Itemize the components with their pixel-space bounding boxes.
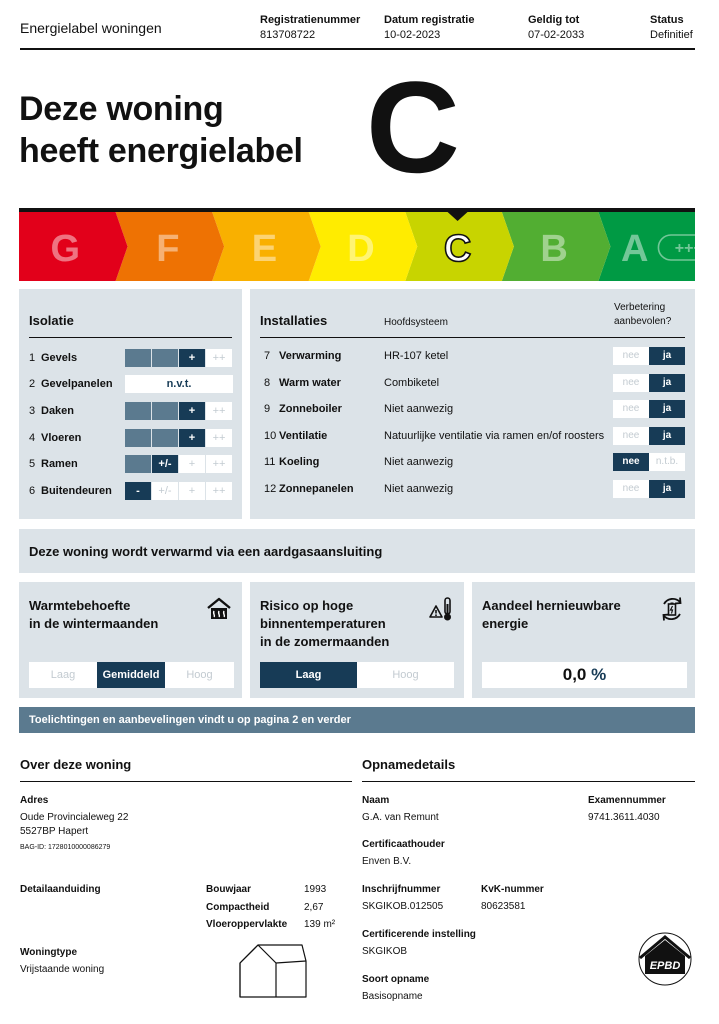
isolatie-row-number: 6	[29, 485, 36, 497]
isolatie-rating-cell: ++	[206, 402, 232, 420]
label-letter-f: F	[156, 228, 180, 270]
risico-title	[260, 597, 389, 651]
isolatie-rating-cell	[125, 429, 151, 447]
inschrijfnummer-block	[362, 883, 443, 914]
verbetering-ja: ja	[649, 427, 685, 445]
verbetering-nee: nee	[613, 480, 649, 498]
hernieuwbaar-value: 0,0	[562, 665, 587, 684]
inschrijfnummer-label: Inschrijfnummer	[362, 884, 441, 895]
hernieuwbaar-title-line-2: energie	[482, 616, 529, 631]
installatie-row	[260, 347, 685, 365]
warmte-option-hoog: Hoog	[165, 662, 234, 688]
vloeroppervlakte-label: Vloeroppervlakte	[206, 919, 288, 930]
installatie-row	[260, 453, 685, 471]
examennummer-block	[588, 794, 666, 825]
verbetering-nee: nee	[613, 374, 649, 392]
hernieuwbaar-title	[482, 597, 621, 633]
isolatie-panel	[19, 289, 242, 519]
kvk-value: 80623581	[481, 901, 526, 912]
label-letter-a: A	[620, 228, 649, 270]
warmtebehoefte-scale	[29, 662, 234, 688]
woningtype-block	[20, 946, 104, 977]
isolatie-rating-cell: +	[179, 455, 205, 473]
installatie-row-name: Warm water	[279, 377, 341, 389]
status-label: Status	[650, 14, 684, 26]
verbetering-label	[614, 301, 671, 329]
headline	[19, 88, 303, 172]
installatie-row	[260, 400, 685, 418]
isolatie-row	[29, 455, 234, 473]
isolatie-title: Isolatie	[29, 313, 74, 328]
installatie-row-number: 12	[264, 483, 277, 495]
verbetering-nee: nee	[613, 400, 649, 418]
detached-house-icon	[238, 941, 308, 999]
registratienummer-value: 813708722	[260, 29, 316, 41]
isolatie-rating-cell	[152, 349, 178, 367]
installatie-row-system: HR-107 ketel	[384, 350, 449, 362]
geldig-tot-label: Geldig tot	[528, 14, 580, 26]
soort-opname-block	[362, 973, 429, 1004]
isolatie-row-name: Gevelpanelen	[41, 378, 113, 390]
inschrijfnummer-value: SKGIKOB.012505	[362, 901, 444, 912]
isolatie-rating	[125, 349, 233, 367]
risico-option-hoog: Hoog	[357, 662, 454, 688]
soort-opname-label: Soort opname	[362, 974, 430, 985]
hernieuwbaar-value-box	[482, 662, 687, 688]
energy-label-scale-graphic	[19, 212, 713, 281]
certificaathouder-label: Certificaathouder	[362, 839, 445, 850]
isolatie-rating-cell: +	[179, 349, 205, 367]
verbetering-nee: nee	[613, 427, 649, 445]
naam-label: Naam	[362, 795, 390, 806]
isolatie-row-number: 3	[29, 405, 36, 417]
gas-panel	[19, 529, 695, 573]
installatie-row-number: 7	[264, 350, 271, 362]
installatie-row-number: 9	[264, 403, 271, 415]
certificaathouder-value: Enven B.V.	[362, 856, 412, 867]
warmtebehoefte-title-line-1: Warmtebehoefte	[29, 598, 131, 613]
installatie-row-system: Niet aanwezig	[384, 403, 454, 415]
installatie-row-name: Ventilatie	[279, 430, 328, 442]
isolatie-rating	[125, 482, 233, 500]
geldig-tot-value: 07-02-2033	[528, 29, 585, 41]
verbetering-ja: ja	[649, 480, 685, 498]
registratienummer-field	[260, 13, 360, 43]
isolatie-rating-cell: ++	[206, 349, 232, 367]
installatie-row-name: Koeling	[279, 456, 320, 468]
installatie-row-name: Verwarming	[279, 350, 342, 362]
isolatie-row-number: 4	[29, 432, 36, 444]
isolatie-rating	[125, 429, 233, 447]
certificerende-instelling-block	[362, 928, 476, 959]
installaties-panel	[250, 289, 695, 519]
datum-registratie-label: Datum registratie	[384, 14, 475, 26]
verbetering-ja: ja	[649, 400, 685, 418]
verbetering-label-line-1: Verbetering	[614, 302, 666, 313]
headline-line-2: heeft energielabel	[19, 132, 303, 170]
isolatie-row-number: 5	[29, 458, 36, 470]
opname-divider	[362, 781, 695, 782]
isolatie-rating	[125, 402, 233, 420]
hernieuwbaar-unit: %	[591, 665, 607, 684]
isolatie-row-name: Gevels	[41, 352, 78, 364]
energy-label-letter: C	[366, 54, 460, 200]
isolatie-row-name: Buitendeuren	[41, 485, 112, 497]
woning-title: Over deze woning	[20, 757, 132, 772]
label-letter-b: B	[540, 228, 568, 270]
renewable-battery-icon	[659, 596, 685, 622]
bouwjaar-value: 1993	[304, 884, 327, 895]
energy-label-scale	[19, 208, 713, 281]
installaties-title: Installaties	[260, 313, 328, 328]
vloeroppervlakte-value: 139 m²	[304, 919, 336, 930]
isolatie-rating-cell: -	[125, 482, 151, 500]
isolatie-rating-cell	[152, 402, 178, 420]
geldig-tot-field	[528, 13, 584, 43]
isolatie-rating	[125, 375, 233, 393]
detailaanduiding-label: Detailaanduiding	[20, 884, 101, 895]
headline-line-1: Deze woning	[19, 90, 224, 128]
compactheid-value: 2,67	[304, 902, 324, 913]
isolatie-rating-nvt: n.v.t.	[125, 375, 233, 393]
epbd-logo-text: EPBD	[649, 960, 681, 972]
installatie-row	[260, 427, 685, 445]
naam-value: G.A. van Remunt	[362, 812, 439, 823]
house-heat-icon	[206, 596, 232, 622]
label-letter-g: G	[50, 228, 81, 270]
isolatie-rating	[125, 455, 233, 473]
isolatie-rating-cell: ++	[206, 482, 232, 500]
risico-title-line-1: Risico op hoge	[260, 598, 354, 613]
label-letter-d: D	[347, 228, 375, 270]
isolatie-row	[29, 349, 234, 367]
compactheid-label: Compactheid	[206, 902, 270, 913]
examennummer-label: Examennummer	[588, 795, 666, 806]
naam-block	[362, 794, 439, 825]
installatie-row-system: Combiketel	[384, 377, 440, 389]
hernieuwbaar-panel	[472, 582, 695, 698]
isolatie-row	[29, 482, 234, 500]
toelichting-banner: Toelichtingen en aanbevelingen vindt u op pagina 2 en verder	[19, 707, 695, 733]
woning-divider	[20, 781, 352, 782]
bag-id: BAG-ID: 1728010000086279	[20, 844, 111, 851]
epbd-logo	[636, 930, 694, 988]
isolatie-rating-cell	[125, 402, 151, 420]
isolatie-row-name: Ramen	[41, 458, 78, 470]
datum-registratie-value: 10-02-2023	[384, 29, 441, 41]
adres-line-2: 5527BP Hapert	[20, 826, 89, 837]
isolatie-rating-cell: +/-	[152, 482, 178, 500]
opname-title: Opnamedetails	[362, 757, 456, 772]
a-plus-text: ++++	[674, 240, 713, 257]
isolatie-rating-cell: +	[179, 402, 205, 420]
installatie-row-number: 10	[264, 430, 277, 442]
isolatie-rating-cell: +	[179, 482, 205, 500]
isolatie-row-name: Daken	[41, 405, 75, 417]
isolatie-row	[29, 375, 234, 393]
hernieuwbaar-title-line-1: Aandeel hernieuwbare	[482, 598, 621, 613]
risico-title-line-3: in de zomermaanden	[260, 634, 390, 649]
isolatie-row-number: 1	[29, 352, 36, 364]
installatie-row	[260, 480, 685, 498]
document-header	[20, 12, 695, 50]
installatie-row-number: 8	[264, 377, 271, 389]
verbetering-nee: nee	[613, 347, 649, 365]
installatie-row-name: Zonneboiler	[279, 403, 342, 415]
verbetering-nee: nee	[613, 453, 649, 471]
certificerende-instelling-label: Certificerende instelling	[362, 929, 476, 940]
isolatie-row	[29, 429, 234, 447]
risico-option-laag: Laag	[260, 662, 357, 688]
risico-title-line-2: binnentemperaturen	[260, 616, 386, 631]
warmte-option-gemiddeld: Gemiddeld	[97, 662, 165, 688]
installatie-row-system: Natuurlijke ventilatie via ramen en/of roosters	[384, 430, 605, 442]
label-letter-e: E	[251, 228, 278, 270]
datum-registratie-field	[384, 13, 474, 43]
adres-line-1: Oude Provincialeweg 22	[20, 812, 129, 823]
isolatie-rating-cell: +/-	[152, 455, 178, 473]
status-field	[650, 13, 693, 43]
verbetering-ja: ja	[649, 347, 685, 365]
isolatie-rating-cell	[125, 349, 151, 367]
document-title: Energielabel woningen	[20, 20, 162, 36]
warmtebehoefte-title	[29, 597, 158, 633]
registratienummer-label: Registratienummer	[260, 14, 361, 26]
installatie-row	[260, 374, 685, 392]
status-value: Definitief	[650, 29, 693, 41]
kvk-label: KvK-nummer	[481, 884, 544, 895]
thermometer-warning-icon	[428, 596, 454, 622]
installatie-row-number: 11	[264, 456, 276, 468]
installatie-row-system: Niet aanwezig	[384, 456, 454, 468]
gas-text: Deze woning wordt verwarmd via een aardgasaansluiting	[29, 544, 383, 559]
verbetering-label-line-2: aanbevolen?	[614, 316, 672, 327]
isolatie-divider	[29, 337, 232, 338]
installaties-divider	[260, 337, 685, 338]
installatie-row-system: Niet aanwezig	[384, 483, 454, 495]
woningtype-label: Woningtype	[20, 947, 78, 958]
isolatie-rating-cell: ++	[206, 455, 232, 473]
soort-opname-value: Basisopname	[362, 991, 423, 1002]
bouwjaar-label: Bouwjaar	[206, 884, 252, 895]
isolatie-rating-cell: ++	[206, 429, 232, 447]
isolatie-rating-cell	[125, 455, 151, 473]
isolatie-row	[29, 402, 234, 420]
installatie-row-name: Zonnepanelen	[279, 483, 354, 495]
risico-panel	[250, 582, 464, 698]
isolatie-row-number: 2	[29, 378, 36, 390]
warmte-option-laag: Laag	[29, 662, 97, 688]
risico-scale	[260, 662, 454, 688]
warmtebehoefte-title-line-2: in de wintermaanden	[29, 616, 159, 631]
hoofdsysteem-label: Hoofdsysteem	[384, 317, 448, 328]
kvk-block	[481, 883, 544, 914]
label-letter-c: C	[443, 228, 472, 270]
isolatie-rating-cell	[152, 429, 178, 447]
adres-block	[20, 794, 128, 855]
adres-label: Adres	[20, 795, 49, 806]
verbetering-ja: n.t.b.	[649, 453, 685, 471]
isolatie-rating-cell: +	[179, 429, 205, 447]
woningtype-value: Vrijstaande woning	[20, 964, 105, 975]
isolatie-row-name: Vloeren	[41, 432, 82, 444]
examennummer-value: 9741.3611.4030	[588, 812, 660, 823]
warmtebehoefte-panel	[19, 582, 242, 698]
certificaathouder-block	[362, 838, 445, 869]
verbetering-ja: ja	[649, 374, 685, 392]
certificerende-instelling-value: SKGIKOB	[362, 946, 408, 957]
